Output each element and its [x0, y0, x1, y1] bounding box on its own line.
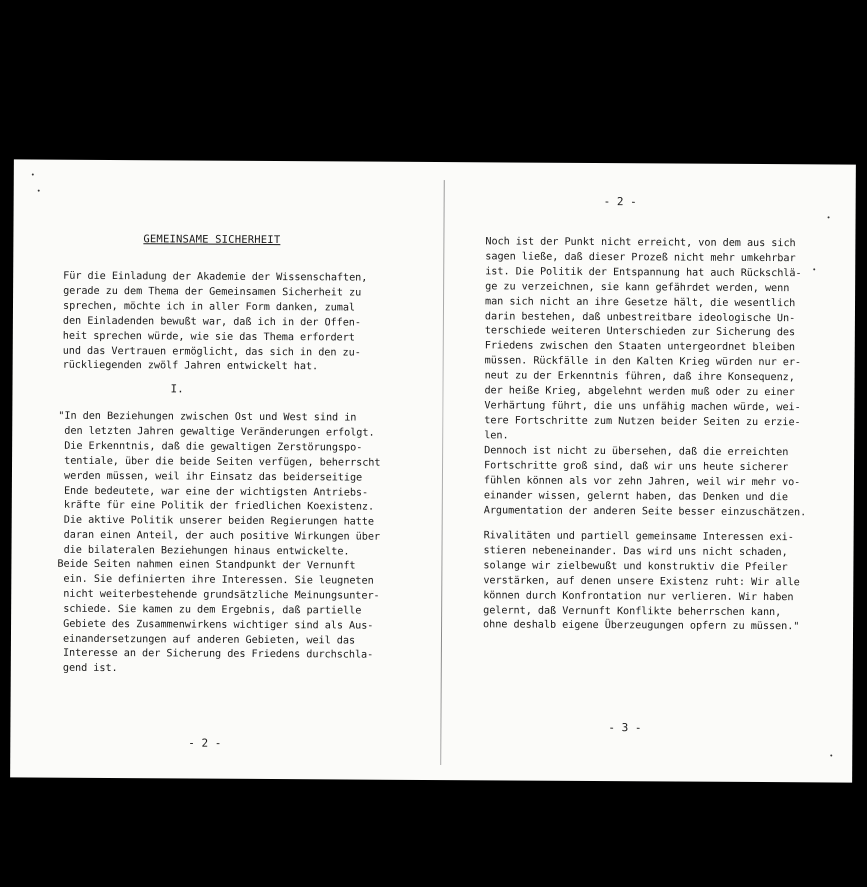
- quote-paragraph-2: Beide Seiten nahmen einen Standpunkt der Vernunft ein. Sie definierten ihre Interessen. Sie leugneten nicht weiterbestehende grundsätzliche Meinungsunter- schiede. Sie kamen zu dem Ergebnis, daß partielle Gebiete des Zusammenwirkens wichtiger sind als Aus- einandersetzungen auf anderen Gebieten, weil das Interesse an der Sicherung des Friedens durchschla- gend ist.: [56, 558, 380, 675]
- scan-speck: [828, 216, 830, 218]
- right-paragraph-1: Noch ist der Punkt nicht erreicht, von dem aus sich sagen ließe, daß dieser Prozeß nicht mehr umkehrbar ist. Die Politik der Entspannung hat auch Rückschlä- ge zu verzeichnen, sie kann gefährdet werden, wenn man sich nicht an ihre Gesetze hält, die wesentlich darin bestehen, daß unbestreitbare ideologische Un- terschiede weiteren Unterschieden zur Sicherung des Friedens zwischen den Staaten untergeordnet bleiben müssen. Rückfälle in den Kalten Krieg würden nur er- neut zu der Erkenntnis führen, daß ihre Konsequenz, der heiße Krieg, abgelehnt werden muß oder zu einer Verhärtung führt, die uns unfähig machen würde, wei- tere Fortschritte zum Nutzen beider Seiten zu erzie- len.: [484, 236, 802, 442]
- scan-speck: [830, 754, 832, 756]
- right-page-number: - 3 -: [608, 721, 642, 735]
- document-title: GEMEINSAME SICHERHEIT: [143, 233, 281, 247]
- right-paragraph-2: Dennoch ist nicht zu übersehen, daß die erreichten Fortschritte groß sind, daß wir uns heute sicherer fühlen können als vor zehn Jahren, weil wir mehr vo- einander wissen, gelernt haben, das Denken und die Argumentation der anderen Seite besser einzuschätzen.: [483, 445, 807, 518]
- intro-paragraph: Für die Einladung der Akademie der Wissenschaften, gerade zu dem Thema der Gemeinsamen Sicherheit zu sprechen, möchte ich in aller Form danken, zumal den Einladenden bewußt war, daß ich in der Offen- heit sprechen würde, wie sie das Thema erfordert und das Vertrauen ermöglicht, das sich in den zu- rückliegenden zwölf Jahren entwickelt hat.: [62, 270, 368, 373]
- section-numeral: I.: [170, 382, 184, 396]
- left-page-number: - 2 -: [188, 736, 222, 750]
- scanned-document-spread: [10, 159, 856, 782]
- scan-speck: [813, 268, 815, 270]
- right-page-header-number: - 2 -: [603, 195, 637, 209]
- page-gutter-line: [440, 180, 445, 765]
- quote-paragraph-1: "In den Beziehungen zwischen Ost und West sind in den letzten Jahren gewaltige Veränderungen erfolgt. Die Erkenntnis, daß die gewaltigen Zerstörungspo- tentiale, über die beide Seiten verfügen, beherrscht werden müssen, weil ihr Einsatz das beiderseitige Ende bedeutete, war eine der wichtigsten Antriebs- kräfte für eine Politik der friedlichen Koexistenz. Die aktive Politik unserer beiden Regierungen hatte daran einen Anteil, der auch positive Wirkungen über die bilateralen Beziehungen hinaus entwickelte.: [57, 410, 381, 558]
- scan-speck: [32, 174, 34, 176]
- right-paragraph-3: Rivalitäten und partiell gemeinsame Interessen exi- stieren nebeneinander. Das wird uns nicht schaden, solange wir zielbewußt und konstruktiv die Pfeiler verstärken, auf denen unsere Existenz ruht: Wir alle können durch Konfrontation nur verlieren. Wir haben gelernt, daß Vernunft Konflikte beherrschen kann, ohne deshalb eigene Überzeugungen opfern zu müssen.": [483, 530, 800, 633]
- scan-speck: [38, 190, 40, 192]
